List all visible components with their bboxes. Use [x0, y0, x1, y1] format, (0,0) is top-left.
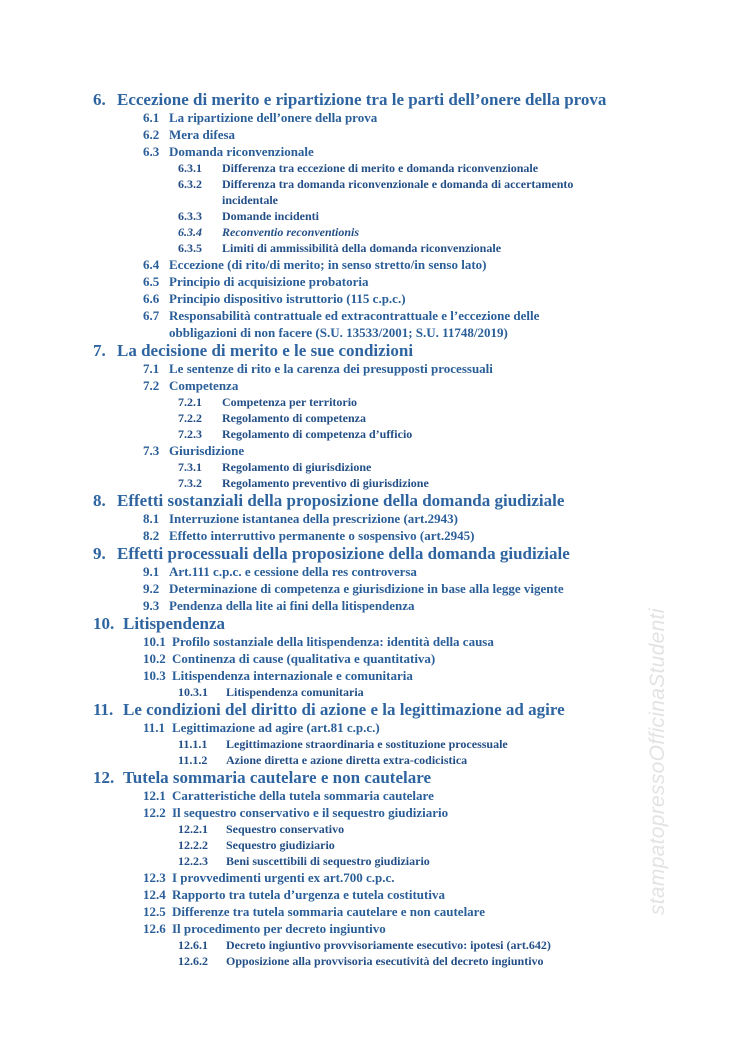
- toc-section: [93, 633, 653, 650]
- toc-title: Litispendenza internazionale e comunitaria: [172, 668, 413, 683]
- toc-section: [93, 886, 653, 903]
- toc-number: 12.6.2: [178, 954, 208, 968]
- toc-section: [93, 527, 653, 544]
- toc-chapter: [93, 700, 653, 719]
- toc-title: Litispendenza: [123, 614, 226, 633]
- toc-number: 6.1: [143, 110, 160, 125]
- toc-title: Le condizioni del diritto di azione e la legittimazione ad agire: [123, 700, 565, 719]
- toc-title: Determinazione di competenza e giurisdizione in base alla legge vigente: [169, 581, 564, 596]
- toc-subsection: [93, 736, 653, 752]
- toc-number: 6.: [93, 90, 106, 109]
- toc-title: Il procedimento per decreto ingiuntivo: [172, 921, 386, 936]
- toc-section: [93, 650, 653, 667]
- toc-number: 10.: [93, 614, 115, 633]
- toc-subsection: [93, 837, 653, 853]
- toc-number: 12.: [93, 768, 115, 787]
- toc-title: Principio dispositivo istruttorio (115 c.p.c.): [169, 291, 406, 306]
- toc-number: 7.: [93, 341, 106, 360]
- toc-title: Tutela sommaria cautelare e non cautelare: [123, 768, 432, 787]
- toc-subsection: [93, 853, 653, 869]
- toc-title: I provvedimenti urgenti ex art.700 c.p.c.: [172, 870, 395, 885]
- toc-number: 7.2.1: [178, 395, 202, 409]
- toc-chapter: [93, 768, 653, 787]
- toc-subsection: [93, 224, 653, 240]
- toc-section: [93, 667, 653, 684]
- toc-number: 10.3: [143, 668, 166, 683]
- toc-number: 10.1: [143, 634, 166, 649]
- toc-subsection: [93, 208, 653, 224]
- toc-title: Effetto interruttivo permanente o sospensivo (art.2945): [169, 528, 475, 543]
- toc-title: Reconventio reconventionis: [222, 225, 359, 239]
- toc-number: 9.2: [143, 581, 160, 596]
- toc-title: Eccezione (di rito/di merito; in senso stretto/in senso lato): [169, 257, 487, 272]
- toc-title: Interruzione istantanea della prescrizione (art.2943): [169, 511, 458, 526]
- toc-section: [93, 719, 653, 736]
- toc-title: Sequestro conservativo: [226, 822, 345, 836]
- toc-title: La ripartizione dell’onere della prova: [169, 110, 378, 125]
- toc-title: Beni suscettibili di sequestro giudiziario: [226, 854, 430, 868]
- toc-section: [93, 510, 653, 527]
- toc-number: 12.2.1: [178, 822, 208, 836]
- toc-chapter: [93, 614, 653, 633]
- toc-number: 12.1: [143, 788, 166, 803]
- toc-title: Effetti sostanziali della proposizione della domanda giudiziale: [117, 491, 565, 510]
- toc-title: Legittimazione straordinaria e sostituzione processuale: [226, 737, 508, 751]
- toc-number: 12.2.2: [178, 838, 208, 852]
- toc-number: 12.2: [143, 805, 166, 820]
- toc-subsection: [93, 953, 653, 969]
- toc-number: 8.: [93, 491, 106, 510]
- toc-section: [93, 377, 653, 394]
- toc-number: 6.3: [143, 144, 160, 159]
- toc-number: 12.5: [143, 904, 166, 919]
- toc-subsection: [93, 240, 653, 256]
- toc-section: [93, 143, 653, 160]
- toc-number: 12.6.1: [178, 938, 208, 952]
- toc-section: [93, 126, 653, 143]
- watermark: stampatopressoOfficinaStudenti: [646, 608, 669, 915]
- toc-title: Mera difesa: [169, 127, 236, 142]
- toc-number: 11.: [93, 700, 114, 719]
- toc-chapter: [93, 90, 653, 109]
- toc-number: 6.3.4: [178, 225, 202, 239]
- toc-title: Litispendenza comunitaria: [226, 685, 364, 699]
- toc-subsection: [93, 394, 653, 410]
- toc-number: 6.3.5: [178, 241, 202, 255]
- toc-number: 10.2: [143, 651, 166, 666]
- toc-number: 7.2.3: [178, 427, 202, 441]
- toc-number: 7.3: [143, 443, 160, 458]
- toc-subsection: [93, 475, 653, 491]
- toc-title: Regolamento di competenza: [222, 411, 366, 425]
- toc-title: Giurisdizione: [169, 443, 245, 458]
- toc-title: Legittimazione ad agire (art.81 c.p.c.): [172, 720, 380, 735]
- toc-number: 7.2: [143, 378, 160, 393]
- toc-section: [93, 869, 653, 886]
- toc-number: 6.6: [143, 291, 160, 306]
- toc-title: Competenza per territorio: [222, 395, 358, 409]
- toc-title: Differenza tra eccezione di merito e domanda riconvenzionale: [222, 161, 539, 175]
- toc-number: 11.1: [143, 720, 166, 735]
- toc-title: Effetti processuali della proposizione della domanda giudiziale: [117, 544, 570, 563]
- toc-number: 8.1: [143, 511, 160, 526]
- toc-section: [93, 903, 653, 920]
- toc-number: 6.7: [143, 308, 160, 323]
- toc-section: [93, 109, 653, 126]
- toc-number: 7.3.2: [178, 476, 202, 490]
- toc-title: Azione diretta e azione diretta extra-codicistica: [226, 753, 468, 767]
- toc-title: Regolamento di giurisdizione: [222, 460, 372, 474]
- toc-title: Principio di acquisizione probatoria: [169, 274, 369, 289]
- toc-subsection: [93, 937, 653, 953]
- toc-number: 6.3.2: [178, 177, 202, 191]
- toc-subsection: [93, 160, 653, 176]
- toc-subsection: [93, 459, 653, 475]
- toc-number: 7.2.2: [178, 411, 202, 425]
- toc-number: 12.6: [143, 921, 166, 936]
- toc-number: 12.3: [143, 870, 166, 885]
- toc-section: [93, 360, 653, 377]
- toc-number: 9.3: [143, 598, 160, 613]
- toc-section: [93, 256, 653, 273]
- toc-section: [93, 597, 653, 614]
- toc-section: [93, 580, 653, 597]
- toc-title: Competenza: [169, 378, 239, 393]
- toc-number: 11.1.2: [178, 753, 208, 767]
- toc-number: 6.3.3: [178, 209, 202, 223]
- toc-number: 6.2: [143, 127, 160, 142]
- toc-section: [93, 442, 653, 459]
- toc-title: Eccezione di merito e ripartizione tra le parti dell’onere della prova: [117, 90, 607, 109]
- toc-subsection: [93, 410, 653, 426]
- toc-section: [93, 273, 653, 290]
- toc-section: [93, 563, 653, 580]
- toc-subsection: [93, 176, 653, 208]
- toc-subsection: [93, 821, 653, 837]
- toc-number: 7.1: [143, 361, 160, 376]
- toc-chapter: [93, 544, 653, 563]
- toc-number: 9.1: [143, 564, 160, 579]
- toc-number: 6.5: [143, 274, 160, 289]
- toc-number: 8.2: [143, 528, 160, 543]
- toc-subsection: [93, 752, 653, 768]
- toc-section: [93, 787, 653, 804]
- toc-number: 12.2.3: [178, 854, 208, 868]
- toc-title: Art.111 c.p.c. e cessione della res controversa: [169, 564, 417, 579]
- toc-subsection: [93, 684, 653, 700]
- toc-title: Differenza tra domanda riconvenzionale e domanda di accertamento incidentale: [222, 177, 574, 207]
- toc-title: Decreto ingiuntivo provvisoriamente esecutivo: ipotesi (art.642): [226, 938, 551, 952]
- toc-title: Opposizione alla provvisoria esecutività del decreto ingiuntivo: [226, 954, 544, 968]
- toc-section: [93, 290, 653, 307]
- toc-title: Caratteristiche della tutela sommaria cautelare: [172, 788, 434, 803]
- toc-title: Sequestro giudiziario: [226, 838, 335, 852]
- toc-title: Regolamento di competenza d’ufficio: [222, 427, 413, 441]
- toc-chapter: [93, 491, 653, 510]
- toc-title: Profilo sostanziale della litispendenza: identità della causa: [172, 634, 494, 649]
- toc-number: 9.: [93, 544, 106, 563]
- toc-title: Limiti di ammissibilità della domanda riconvenzionale: [222, 241, 502, 255]
- toc-title: Le sentenze di rito e la carenza dei presupposti processuali: [169, 361, 493, 376]
- toc-section: [93, 307, 653, 341]
- toc-title: Domande incidenti: [222, 209, 320, 223]
- toc-title: Responsabilità contrattuale ed extracontrattuale e l’eccezione delle: [169, 308, 540, 323]
- toc-section: [93, 920, 653, 937]
- toc-title: Regolamento preventivo di giurisdizione: [222, 476, 429, 490]
- toc-subsection: [93, 426, 653, 442]
- toc-number: 6.3.1: [178, 161, 202, 175]
- toc-title: Pendenza della lite ai fini della litispendenza: [169, 598, 415, 613]
- toc-number: 7.3.1: [178, 460, 202, 474]
- toc-title: Continenza di cause (qualitativa e quantitativa): [172, 651, 436, 666]
- toc-title-continuation: obbligazioni di non facere (S.U. 13533/2001; S.U. 11748/2019): [169, 325, 508, 340]
- toc-title: Rapporto tra tutela d’urgenza e tutela costitutiva: [172, 887, 445, 902]
- toc-title: Domanda riconvenzionale: [169, 144, 314, 159]
- toc-title: Il sequestro conservativo e il sequestro giudiziario: [172, 805, 449, 820]
- toc-title: La decisione di merito e le sue condizioni: [117, 341, 414, 360]
- toc-number: 10.3.1: [178, 685, 208, 699]
- toc-section: [93, 804, 653, 821]
- toc-number: 6.4: [143, 257, 160, 272]
- table-of-contents: [93, 90, 653, 969]
- toc-number: 12.4: [143, 887, 166, 902]
- toc-number: 11.1.1: [178, 737, 208, 751]
- toc-title: Differenze tra tutela sommaria cautelare e non cautelare: [172, 904, 485, 919]
- toc-chapter: [93, 341, 653, 360]
